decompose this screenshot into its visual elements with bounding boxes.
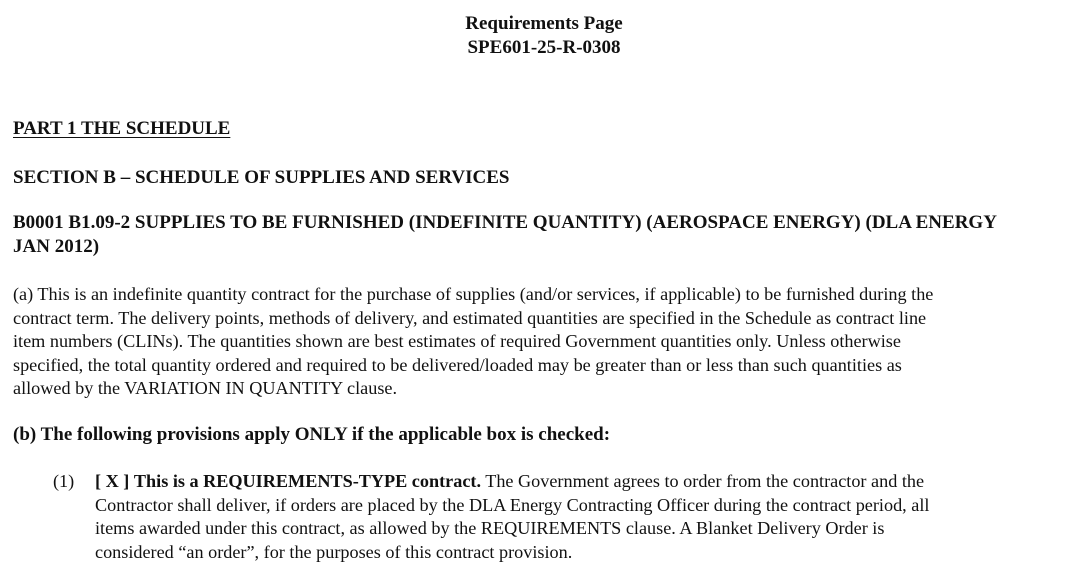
paragraph-a-line: (a) This is an indefinite quantity contract for the purchase of supplies (and/or services, if applicable) to be furnished during the	[13, 283, 1083, 307]
paragraph-a-line: allowed by the VARIATION IN QUANTITY clause.	[13, 377, 1083, 401]
provision-item-line: Contractor shall deliver, if orders are placed by the DLA Energy Contracting Officer during the contract period, all	[95, 494, 1083, 518]
provision-item-line: considered “an order”, for the purposes of this contract provision.	[95, 541, 1083, 564]
clause-heading	[13, 211, 1083, 259]
paragraph-a-line: specified, the total quantity ordered and required to be delivered/loaded may be greater than or less than such quantities as	[13, 354, 1083, 378]
provision-item-line: items awarded under this contract, as allowed by the REQUIREMENTS clause. A Blanket Delivery Order is	[95, 517, 1083, 541]
provision-item-first-line	[95, 470, 1083, 494]
header-title: Requirements Page	[0, 12, 1088, 36]
paragraph-a	[13, 283, 1083, 401]
paragraph-b: (b) The following provisions apply ONLY if the applicable box is checked:	[13, 423, 610, 447]
provision-bold-lead: This is a REQUIREMENTS-TYPE contract.	[134, 471, 481, 491]
section-heading: SECTION B – SCHEDULE OF SUPPLIES AND SERVICES	[13, 166, 509, 190]
paragraph-a-line: contract term. The delivery points, methods of delivery, and estimated quantities are specified in the Schedule as contract line	[13, 307, 1083, 331]
provision-first-line-rest: The Government agrees to order from the contractor and the	[481, 471, 924, 491]
page-header	[0, 12, 1088, 60]
paragraph-a-line: item numbers (CLINs). The quantities shown are best estimates of required Government quantities only. Unless otherwise	[13, 330, 1083, 354]
clause-heading-line: JAN 2012)	[13, 235, 1083, 259]
part-heading: PART 1 THE SCHEDULE	[13, 117, 230, 141]
provision-checkbox: [ X ]	[95, 471, 129, 491]
clause-heading-line: B0001 B1.09-2 SUPPLIES TO BE FURNISHED (INDEFINITE QUANTITY) (AEROSPACE ENERGY) (DLA ENERGY	[13, 211, 1083, 235]
provision-item-number: (1)	[53, 470, 74, 494]
solicitation-number: SPE601-25-R-0308	[0, 36, 1088, 60]
